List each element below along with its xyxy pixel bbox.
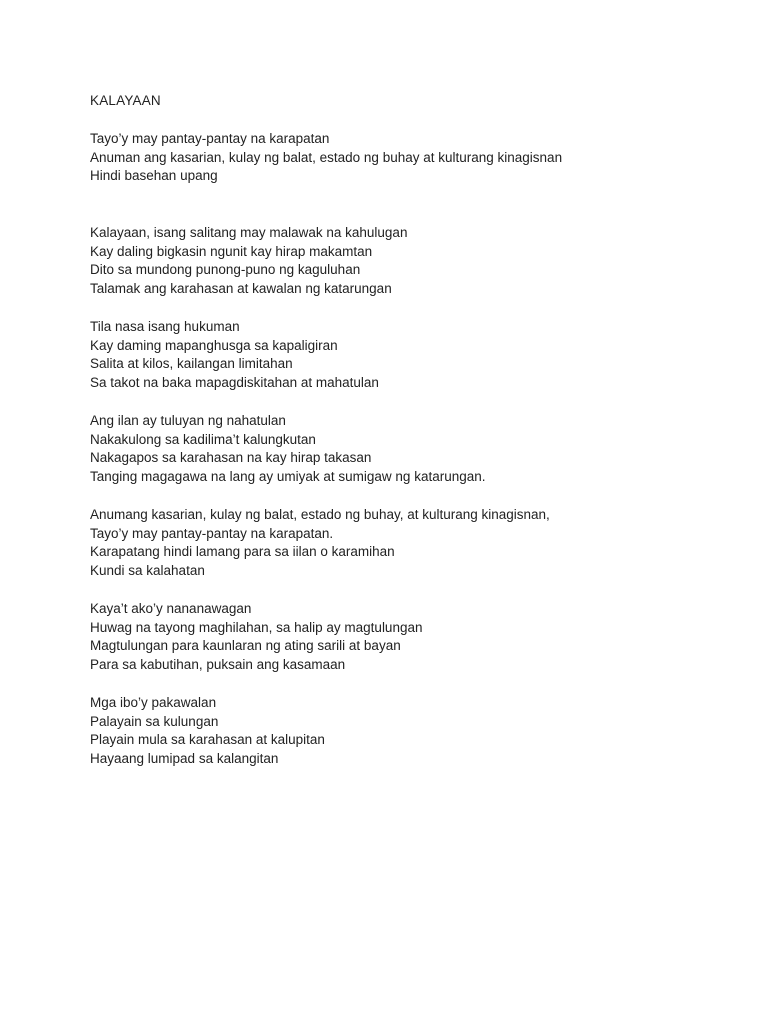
poem-line: Anumang kasarian, kulay ng balat, estado ng buhay, at kulturang kinagisnan,	[90, 507, 550, 522]
poem-line: Magtulungan para kaunlaran ng ating sarili at bayan	[90, 638, 401, 654]
poem-line: Kundi sa kalahatan	[90, 563, 205, 579]
stanza-7	[90, 694, 325, 769]
poem-line: Hindi basehan upang	[90, 168, 218, 184]
stanza-2	[90, 224, 407, 299]
poem-line: Tayo’y may pantay-pantay na karapatan	[90, 131, 330, 146]
stanza-3	[90, 318, 379, 393]
poem-line: Nakagapos sa karahasan na kay hirap takasan	[90, 450, 372, 466]
stanza-1	[90, 130, 562, 186]
poem-line: Karapatang hindi lamang para sa iilan o karamihan	[90, 544, 395, 560]
poem-line: Playain mula sa karahasan at kalupitan	[90, 732, 325, 748]
poem-line: Hayaang lumipad sa kalangitan	[90, 751, 279, 767]
poem-line: Para sa kabutihan, puksain ang kasamaan	[90, 657, 346, 673]
stanza-4	[90, 412, 486, 487]
poem-line: Tila nasa isang hukuman	[90, 319, 240, 334]
stanza-6	[90, 600, 422, 675]
poem-line: Kaya’t ako’y nananawagan	[90, 601, 252, 616]
poem-line: Kay daming mapanghusga sa kapaligiran	[90, 337, 338, 353]
poem-line: Huwag na tayong maghilahan, sa halip ay magtulungan	[90, 619, 423, 635]
poem-line: Nakakulong sa kadilima’t kalungkutan	[90, 431, 316, 447]
poem-line: Kay daling bigkasin ngunit kay hirap makamtan	[90, 243, 373, 259]
poem-line: Ang ilan ay tuluyan ng nahatulan	[90, 413, 286, 428]
poem-line: Dito sa mundong punong-puno ng kaguluhan	[90, 262, 361, 278]
stanza-5	[90, 506, 550, 581]
poem-line: Kalayaan, isang salitang may malawak na kahulugan	[90, 225, 408, 240]
poem-title: KALAYAAN	[90, 93, 161, 108]
poem-line: Talamak ang karahasan at kawalan ng katarungan	[90, 281, 392, 297]
poem-line: Salita at kilos, kailangan limitahan	[90, 356, 293, 372]
poem-line: Tayo’y may pantay-pantay na karapatan.	[90, 525, 334, 541]
poem-line: Anuman ang kasarian, kulay ng balat, estado ng buhay at kulturang kinagisnan	[90, 149, 563, 165]
poem-line: Tanging magagawa na lang ay umiyak at sumigaw ng katarungan.	[90, 469, 486, 485]
poem-line: Palayain sa kulungan	[90, 713, 219, 729]
poem-line: Sa takot na baka mapagdiskitahan at mahatulan	[90, 375, 379, 391]
poem-line: Mga ibo’y pakawalan	[90, 695, 217, 710]
